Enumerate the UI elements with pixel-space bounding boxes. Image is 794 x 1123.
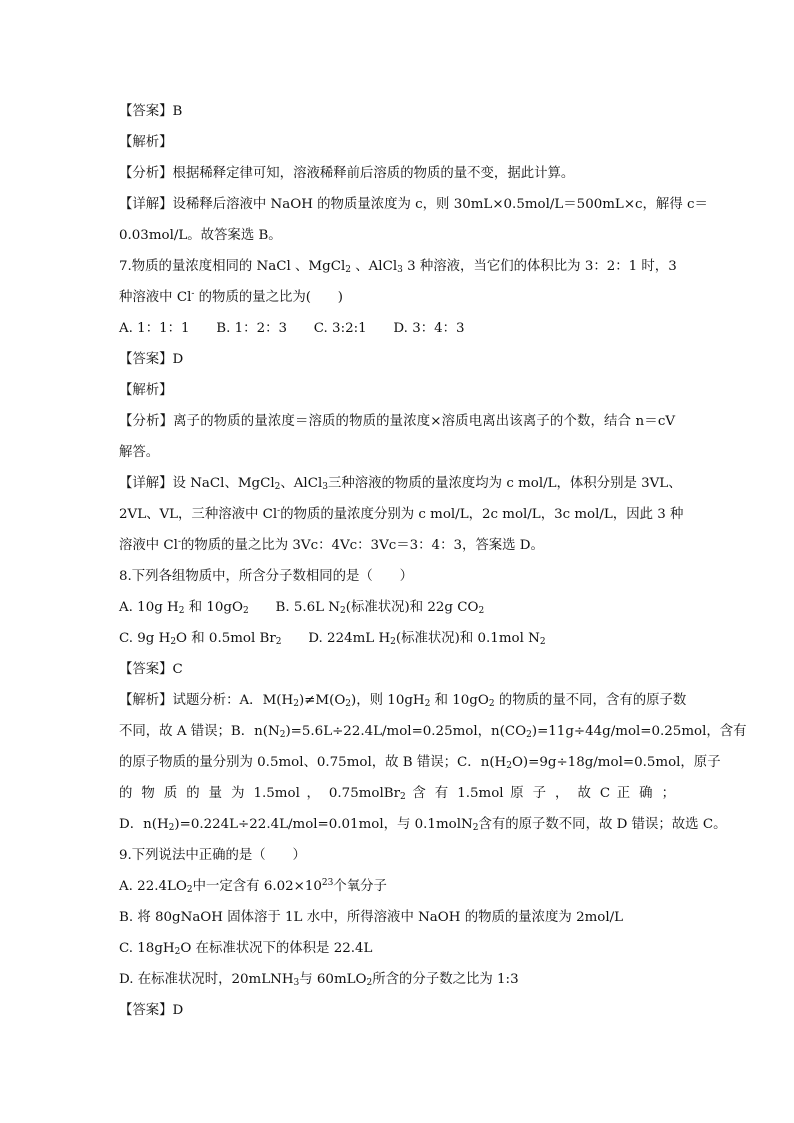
subscript: 2 [275, 637, 282, 647]
answer-line-q9 [119, 1001, 183, 1021]
analysis-heading-q7 [119, 381, 173, 401]
text-segment: 2VL、VL，三种溶液中 Cl [119, 507, 278, 522]
text-segment: 【分析】根据稀释定律可知，溶液稀释前后溶质的物质的量不变，据此计算。 [119, 166, 575, 181]
analysis-text-q7-line1 [119, 412, 675, 432]
text-segment: 含 有 1.5mol 原 子 ， 故 C 正 确 ； [405, 786, 675, 801]
text-segment: C. 18gH [119, 941, 175, 956]
text-segment: 【解析】试题分析：A．M(H [119, 693, 294, 708]
text-segment: 7.物质的量浓度相同的 NaCl 、MgCl [119, 259, 346, 274]
analysis-text-q8-line2 [119, 722, 747, 742]
text-segment: 8.下列各组物质中，所含分子数相同的是（ ） [119, 569, 413, 584]
question-9-option-a [119, 877, 387, 897]
subscript: 2 [390, 637, 396, 647]
subscript: 2 [506, 761, 512, 771]
subscript: 3 [397, 265, 403, 275]
analysis-text-q8-line1 [119, 691, 687, 711]
text-segment: O 在标准状况下的体积是 22.4L [180, 941, 373, 956]
question-7-line1 [119, 257, 675, 277]
question-7-options [119, 319, 465, 339]
text-segment: 和 10gO [430, 693, 489, 708]
text-segment: 【详解】设稀释后溶液中 NaOH 的物质量浓度为 c，则 30mL×0.5mol/L＝500mL×c，解得 c＝ [119, 197, 708, 212]
text-segment: 种溶液中 Cl [119, 290, 192, 305]
text-segment: D．n(H [119, 817, 169, 832]
text-segment: (标准状况)和 22g CO [345, 600, 479, 615]
text-segment: B. 5.6L N [248, 600, 340, 615]
text-segment: C. 9g H [119, 631, 171, 646]
subscript: 2 [178, 606, 185, 616]
text-segment: 的物质的量浓度分别为 c mol/L，2c mol/L，3c mol/L，因此 3 种 [280, 507, 684, 522]
text-segment: 【详解】设 NaCl、MgCl [119, 476, 275, 491]
text-segment: )=5.6L÷22.4L/mol=0.25mol，n(CO [285, 724, 527, 739]
text-segment: 【答案】B [119, 104, 183, 119]
text-segment: 含有的原子数不同，故 D 错误；故选 C。 [478, 817, 727, 832]
text-segment: O 和 0.5mol Br [176, 631, 276, 646]
subscript: 2 [340, 606, 346, 616]
detail-text-q7-line1 [119, 474, 682, 494]
text-segment: (标准状况)和 0.1mol N [395, 631, 540, 646]
text-segment: D. 224mL H [281, 631, 391, 646]
detail-text-q7-line3 [119, 536, 544, 556]
text-segment: 个氧分子 [333, 879, 387, 894]
text-segment: 三种溶液的物质的量浓度均为 c mol/L，体积分别是 3VL、 [327, 476, 682, 491]
question-9-option-d [119, 970, 519, 990]
subscript: 2 [293, 699, 299, 709]
text-segment: A. 10g H [119, 600, 179, 615]
text-segment: B. 将 80gNaOH 固体溶于 1L 水中，所得溶液中 NaOH 的物质的量浓度为 2mol/L [119, 910, 624, 925]
text-segment: 的原子物质的量分别为 0.5mol、0.75mol，故 B 错误；C．n(H [119, 755, 507, 770]
subscript: 2 [478, 606, 485, 616]
analysis-text-q8-line3 [119, 753, 721, 773]
subscript: 2 [400, 792, 406, 802]
analysis-text-q8-line4 [119, 784, 675, 804]
text-segment: 3 种溶液，当它们的体积比为 3：2：1 时，3 [402, 259, 677, 274]
subscript: 2 [170, 637, 177, 647]
detail-text-q6-line1 [119, 195, 708, 215]
analysis-text-q8-line5 [119, 815, 727, 835]
question-8-stem [119, 567, 413, 587]
text-segment: A. 1：1：1 B. 1：2：3 C. 3:2:1 D. 3：4：3 [119, 321, 465, 336]
subscript: 2 [174, 947, 181, 957]
subscript: 2 [526, 730, 532, 740]
text-segment: 与 60mLO [299, 972, 367, 987]
text-segment: D. 在标准状况时，20mLNH [119, 972, 294, 987]
subscript: 2 [168, 823, 175, 833]
detail-text-q7-line2 [119, 505, 684, 525]
subscript: 2 [274, 482, 281, 492]
text-segment: 的物质的量之比为( ) [194, 290, 344, 305]
answer-line-q8 [119, 660, 183, 680]
text-segment: 【解析】 [119, 383, 173, 398]
text-segment: 【答案】D [119, 352, 184, 367]
superscript: 23 [321, 878, 334, 888]
text-segment: 的物质的量之比为 3Vc：4Vc：3Vc＝3：4：3，答案选 D。 [181, 538, 544, 553]
question-9-option-b [119, 908, 623, 928]
text-segment: 所含的分子数之比为 1:3 [372, 972, 519, 987]
text-segment: A. 22.4LO [119, 879, 187, 894]
text-segment: 、AlCl [350, 259, 398, 274]
subscript: 2 [539, 637, 546, 647]
answer-line-q7 [119, 350, 183, 370]
subscript: 2 [488, 699, 495, 709]
text-segment: 、AlCl [280, 476, 323, 491]
text-segment: )≠M(O [298, 693, 346, 708]
subscript: 2 [345, 699, 352, 709]
subscript: 2 [472, 823, 479, 833]
answer-line-q6 [119, 102, 182, 122]
text-segment: 【答案】D [119, 1003, 184, 1018]
text-segment: 0.03mol/L。故答案选 B。 [119, 228, 282, 243]
subscript: 2 [424, 699, 431, 709]
text-segment: )，则 10gH [351, 693, 425, 708]
text-segment: 9.下列说法中正确的是（ ） [119, 848, 306, 863]
question-9-option-c [119, 939, 372, 959]
subscript: 2 [366, 978, 373, 988]
text-segment: )=11g÷44g/mol=0.25mol，含有 [531, 724, 747, 739]
text-segment: 的 物 质 的 量 为 1.5mol ， 0.75molBr [119, 786, 401, 801]
question-8-options-ab [119, 598, 484, 618]
text-segment: 【答案】C [119, 662, 183, 677]
text-segment: 不同，故 A 错误；B．n(N [119, 724, 280, 739]
text-segment: O)=9g÷18g/mol=0.5mol，原子 [511, 755, 721, 770]
text-segment: 溶液中 Cl [119, 538, 178, 553]
text-segment: 解答。 [119, 445, 160, 460]
question-7-line2 [119, 288, 343, 308]
analysis-text-q7-line2 [119, 443, 159, 463]
text-segment: 【解析】 [119, 135, 173, 150]
superscript: - [177, 537, 182, 547]
text-segment: 和 10gO [184, 600, 243, 615]
question-9-stem [119, 846, 306, 866]
subscript: 3 [322, 482, 328, 492]
superscript: - [191, 289, 195, 299]
subscript: 2 [242, 606, 249, 616]
subscript: 3 [293, 978, 300, 988]
text-segment: 中一定含有 6.02×10 [192, 879, 322, 894]
text-segment: 【分析】离子的物质的量浓度＝溶质的物质的量浓度×溶质电离出该离子的个数，结合 n＝cV [119, 414, 675, 429]
subscript: 2 [345, 265, 351, 275]
question-8-options-cd [119, 629, 546, 649]
text-segment: )=0.224L÷22.4L/mol=0.01mol，与 0.1molN [174, 817, 473, 832]
analysis-heading-q6 [119, 133, 173, 153]
analysis-text-q6 [119, 164, 574, 184]
superscript: - [277, 506, 281, 516]
detail-text-q6-line2 [119, 226, 282, 246]
text-segment: 的物质的量不同，含有的原子数 [494, 693, 687, 708]
subscript: 2 [186, 885, 193, 895]
subscript: 2 [279, 730, 286, 740]
